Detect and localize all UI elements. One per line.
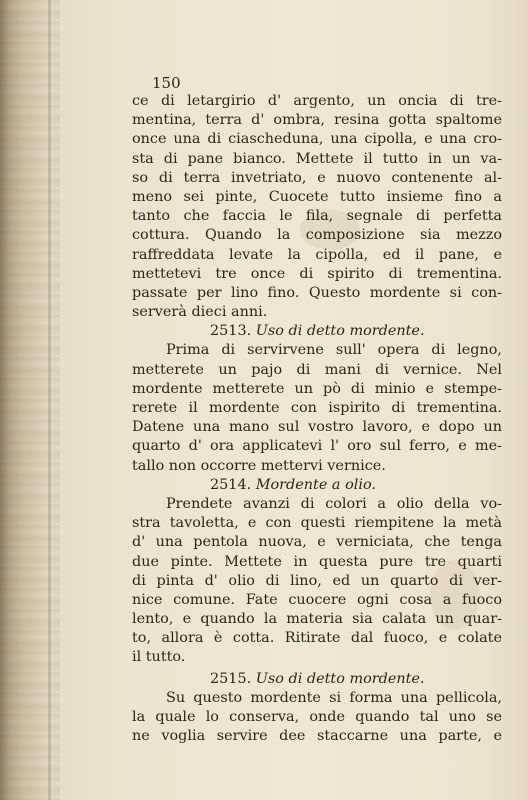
text-line: Su questo mordente si forma una pellicola, — [166, 689, 502, 706]
page-number-row-spacer — [132, 74, 502, 92]
text-line: quarto d' ora applicatevi l' oro sul ferro, e me- — [132, 438, 502, 455]
page-spine-shadow — [0, 0, 60, 800]
page-number: 150 — [152, 74, 181, 92]
text-line: nice comune. Fate cuocere ogni cosa a fuoco — [132, 591, 502, 608]
text-line: Datene una mano sul vostro lavoro, e dopo un — [132, 419, 502, 436]
text-line: sta di pane bianco. Mettete il tutto in un va- — [132, 150, 502, 167]
text-line: cottura. Quando la composizione sia mezzo — [132, 227, 502, 244]
section-number: 2515. — [210, 670, 252, 687]
text-line: passate per lino fino. Questo mordente si con- — [132, 284, 502, 301]
text-line: metterete un pajo di mani di vernice. Nel — [132, 361, 502, 378]
text-line: il tutto. — [132, 649, 186, 666]
section-heading-2515 — [132, 670, 502, 689]
text-line: lento, e quando la materia sia calata un quar- — [132, 611, 502, 628]
text-line: serverà dieci anni. — [132, 304, 268, 321]
section-heading-2514 — [132, 476, 502, 495]
page-fold-line — [48, 0, 51, 800]
section-title: Uso di detto mordente. — [255, 323, 425, 340]
text-line: to, allora è cotta. Ritirate dal fuoco, e colate — [132, 630, 502, 647]
section-title: Mordente a olio. — [255, 476, 376, 493]
text-line: la quale lo conserva, onde quando tal uno se — [132, 709, 502, 725]
text-line: tallo non occorre mettervi vernice. — [132, 457, 386, 474]
section-heading-2513 — [132, 322, 502, 341]
text-line: so di terra invetriato, e nuovo contenente al- — [132, 169, 502, 186]
text-line: d' una pentola nuova, e verniciata, che tenga — [132, 534, 502, 551]
text-line: mettetevi tre once di spirito di trementina. — [132, 265, 502, 282]
text-line: rerete il mordente con ispirito di trementina. — [132, 400, 502, 416]
text-line: mordente metterete un pò di minio e stempe- — [132, 380, 502, 397]
text-line: tanto che faccia le fila, segnale di perfetta — [132, 208, 502, 225]
text-line: mentina, terra d' ombra, resina gotta spaltome — [132, 112, 502, 129]
text-line: due pinte. Mettete in questa pure tre quarti — [132, 553, 502, 570]
section-title: Uso di detto mordente. — [255, 670, 425, 687]
text-line: Prendete avanzi di colori a olio della vo- — [166, 495, 502, 512]
text-line: raffreddata levate la cipolla, ed il pane, e — [132, 246, 502, 263]
text-line: once una di ciascheduna, una cipolla, e una cro- — [132, 131, 502, 148]
text-line: meno sei pinte, Cuocete tutto insieme fino a — [132, 188, 502, 205]
section-number: 2514. — [210, 476, 252, 493]
text-line: Prima di servirvene sull' opera di legno, — [166, 342, 502, 359]
text-line: ne voglia servire dee staccarne una parte, e — [132, 728, 502, 745]
section-number: 2513. — [210, 323, 252, 340]
text-line: stra tavoletta, e con questi riempitene la metà — [132, 515, 502, 532]
text-line: di pinta d' olio di lino, ed un quarto di ver- — [132, 572, 502, 589]
page-text — [132, 74, 502, 746]
text-line: ce di letargirio d' argento, un oncia di tre- — [132, 93, 502, 109]
